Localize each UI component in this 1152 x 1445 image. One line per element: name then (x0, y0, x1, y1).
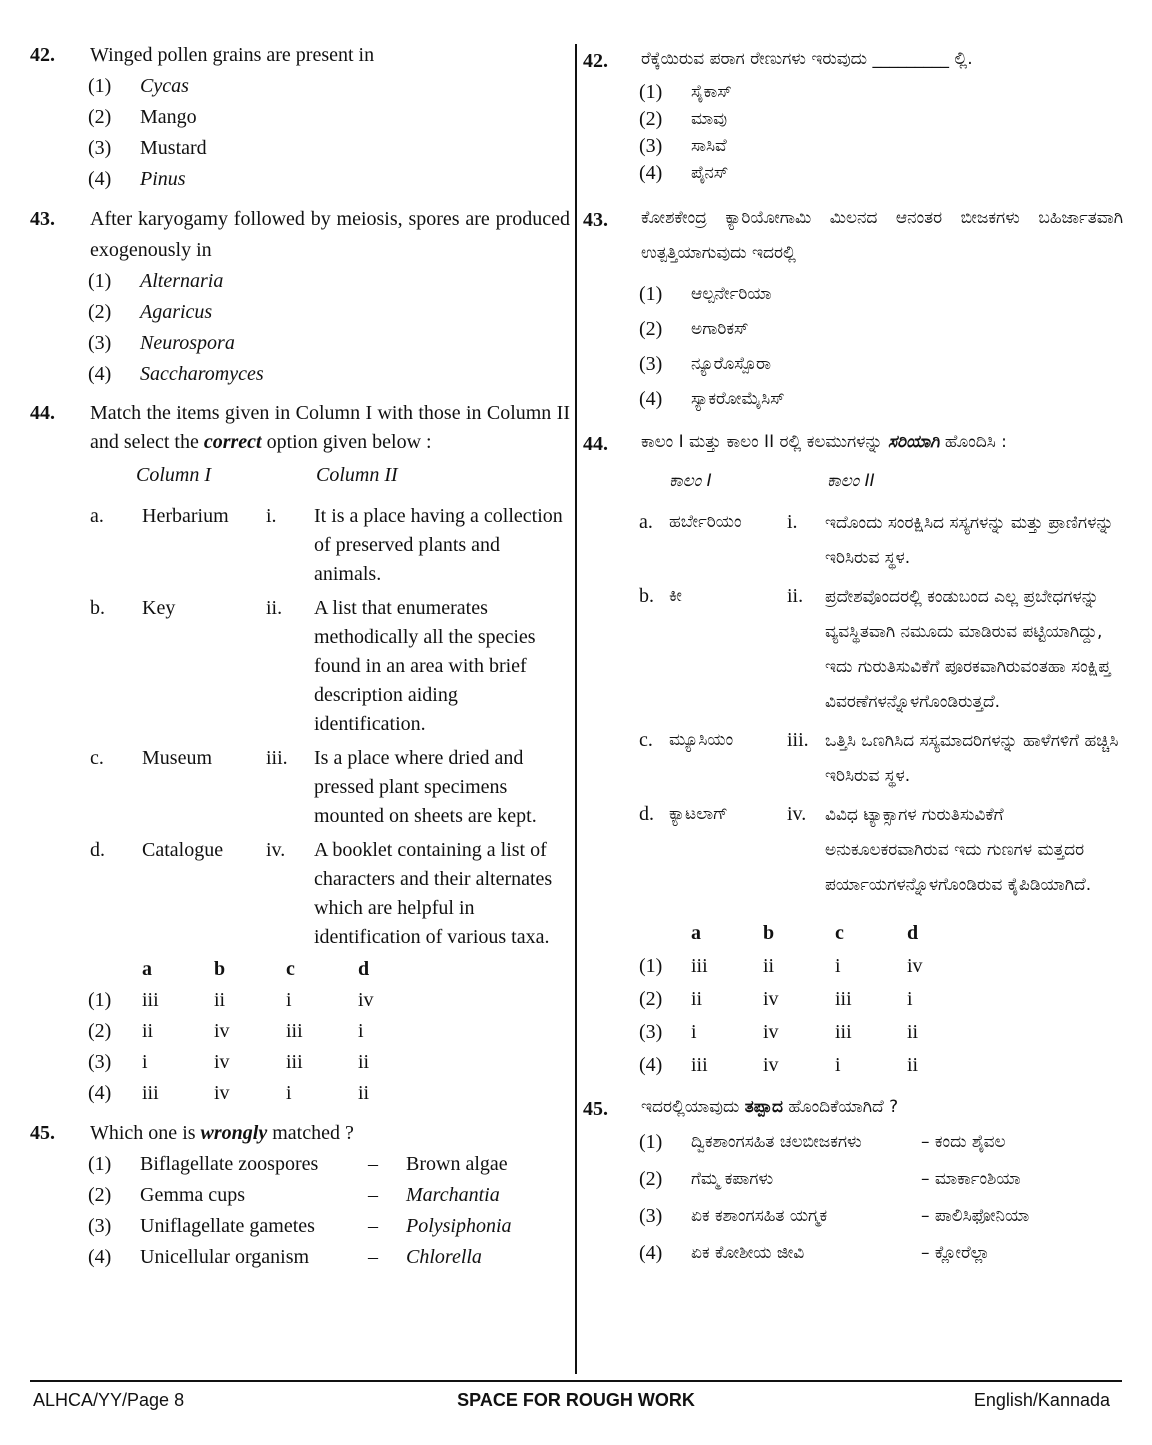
answer-grid-header (142, 954, 570, 985)
question-44-kn (583, 426, 1123, 1082)
emphasis-text: wrongly (200, 1122, 268, 1144)
question-text (641, 426, 1123, 459)
option-number: (4) (639, 162, 663, 184)
option (88, 71, 570, 102)
grid-header-a: a (691, 922, 701, 944)
question-text: After karyogamy followed by meiosis, spores are produced exogenously in (90, 208, 570, 261)
grid-cell: iv (214, 1082, 230, 1104)
grid-cell: ii (907, 1054, 919, 1076)
option-text: Mango (140, 106, 197, 128)
question-43-kn (583, 201, 1123, 417)
match-row (639, 580, 1123, 720)
option-number: (1) (88, 75, 112, 97)
grid-cell: iv (763, 1054, 779, 1076)
option-text: ಸ್ಯಾಕರೋಮೈಸಿಸ್ (691, 389, 785, 409)
grid-option-number: (2) (88, 1020, 112, 1042)
grid-cell: ii (358, 1082, 370, 1104)
option (639, 312, 1123, 347)
row-letter: d. (639, 803, 654, 825)
option (639, 1124, 1123, 1161)
option-text: Agaricus (140, 301, 213, 323)
match-row (90, 836, 570, 952)
grid-row (639, 1016, 1123, 1049)
question-text-part: Which one is (90, 1122, 201, 1144)
grid-header-d: d (358, 958, 370, 980)
pair-right: – ಮಾರ್ಕಾಂಶಿಯಾ (921, 1169, 1021, 1189)
grid-cell: i (835, 1054, 841, 1076)
grid-cell: iii (835, 1021, 852, 1043)
option (639, 106, 1123, 133)
grid-cell: iii (286, 1020, 303, 1042)
question-42-kn (583, 46, 1123, 187)
option-number: (2) (639, 1168, 663, 1190)
option (88, 133, 570, 164)
option-text: ಸೈಕಾಸ್ (691, 82, 732, 102)
row-item: Key (142, 597, 176, 619)
row-item: ಮ್ಯೂಸಿಯಂ (669, 730, 734, 750)
row-numeral: ii. (787, 585, 804, 607)
option-text: Cycas (140, 75, 189, 97)
question-number: 45. (583, 1098, 608, 1120)
match-row (639, 506, 1123, 576)
grid-header-a: a (142, 958, 152, 980)
footer-page-code: ALHCA/YY/Page 8 (33, 1390, 185, 1410)
grid-row (88, 1016, 570, 1047)
english-column (30, 40, 570, 1282)
option-text: ಪೈನಸ್ (691, 163, 729, 183)
grid-header-c: c (835, 922, 844, 944)
pair-left: ಏಕ ಕಶಾಂಗಸಹಿತ ಯಗ್ಮಕ (691, 1206, 828, 1226)
question-44-en (30, 399, 570, 1109)
row-item: Herbarium (142, 505, 229, 527)
option (639, 1198, 1123, 1235)
pair-dash: – (368, 1184, 378, 1206)
grid-cell: iv (763, 1021, 779, 1043)
row-numeral: i. (266, 505, 277, 527)
grid-option-number: (4) (88, 1082, 112, 1104)
footer-rule (30, 1380, 1122, 1382)
grid-cell: iv (358, 989, 374, 1011)
option-number: (1) (88, 1153, 112, 1175)
grid-option-number: (1) (639, 955, 663, 977)
row-letter: c. (90, 747, 104, 769)
match-row (90, 502, 570, 589)
pair-dash: – (368, 1246, 378, 1268)
option-number: (1) (639, 1131, 663, 1153)
pair-left: Unicellular organism (140, 1246, 310, 1268)
question-number: 44. (583, 433, 608, 455)
grid-cell: iii (286, 1051, 303, 1073)
pair-right: – ಪಾಲಿಸಿಫೋನಿಯಾ (921, 1206, 1030, 1226)
option-number: (2) (639, 318, 663, 340)
match-row (639, 724, 1123, 794)
row-item: ಕ್ಯಾಟಲಾಗ್ (669, 804, 728, 824)
option-text: Pinus (140, 168, 186, 190)
match-row (90, 594, 570, 739)
column-1-header: Column I (136, 464, 211, 486)
grid-option-number: (2) (639, 988, 663, 1010)
grid-cell: i (358, 1020, 364, 1042)
option-text: Mustard (140, 137, 207, 159)
question-number: 42. (583, 50, 608, 72)
grid-row (88, 985, 570, 1016)
row-description: It is a place having a collection of preserved plants and animals. (314, 505, 563, 585)
grid-cell: iii (835, 988, 852, 1010)
question-43-en (30, 204, 570, 390)
pair-left: ಗೆಮ್ಮ ಕಪಾಗಳು (691, 1169, 774, 1189)
grid-cell: ii (142, 1020, 154, 1042)
option-number: (4) (88, 1246, 112, 1268)
grid-cell: iv (907, 955, 923, 977)
option-number: (2) (88, 301, 112, 323)
column-headers (136, 461, 570, 490)
option-number: (1) (88, 270, 112, 292)
option-number: (3) (88, 332, 112, 354)
question-number: 45. (30, 1122, 55, 1144)
row-item: ಕೀ (669, 586, 682, 606)
question-text-part: matched ? (267, 1122, 354, 1144)
row-description: ಒತ್ತಿಸಿ ಒಣಗಿಸಿದ ಸಸ್ಯಮಾದರಿಗಳನ್ನು ಹಾಳೆಗಳಿಗೆ ಹಚ್ಚಿಸಿ ಇರಿಸಿರುವ ಸ್ಥಳ. (825, 731, 1119, 786)
question-number: 44. (30, 402, 55, 424)
option-number: (4) (88, 363, 112, 385)
option-number: (2) (639, 108, 663, 130)
pair-right: Brown algae (406, 1153, 508, 1175)
row-numeral: iii. (787, 729, 809, 751)
option-number: (3) (639, 353, 663, 375)
option (88, 1149, 570, 1180)
option-number: (3) (88, 137, 112, 159)
option (639, 277, 1123, 312)
emphasis-text: correct (203, 431, 262, 453)
option-text: ನ್ಯೂರೊಸ್ಪೊರಾ (691, 354, 772, 374)
option (639, 79, 1123, 106)
row-description: ವಿವಿಧ ಟ್ಯಾಕ್ಸಾಗಳ ಗುರುತಿಸುವಿಕೆಗೆ ಅನುಕೂಲಕರವಾಗಿರುವ ಇದು ಗುಣಗಳ ಮತ್ತದರ ಪರ್ಯಾಯಗಳನ್ನೊಳಗೊಂಡಿರುವ ಕೈಪಿಡಿಯಾಗಿದೆ. (825, 805, 1092, 895)
option-number: (1) (639, 283, 663, 305)
option (639, 133, 1123, 160)
grid-cell: i (835, 955, 841, 977)
kannada-column (583, 40, 1123, 1281)
option (88, 1180, 570, 1211)
grid-row (639, 983, 1123, 1016)
grid-option-number: (3) (88, 1051, 112, 1073)
option (88, 328, 570, 359)
question-text: ರೆಕ್ಕೆಯಿರುವ ಪರಾಗ ರೇಣುಗಳು ಇರುವುದು _________ ಲ್ಲಿ. (641, 49, 973, 69)
pair-right: – ಕಂದು ಶೈವಲ (921, 1132, 1006, 1152)
grid-cell: ii (763, 955, 775, 977)
option (88, 164, 570, 195)
question-45-kn (583, 1091, 1123, 1272)
question-text-part: ಕಾಲಂ I ಮತ್ತು ಕಾಲಂ II ರಲ್ಲಿ ಕಲಮುಗಳನ್ನು (641, 432, 888, 452)
question-text: ಕೋಶಕೇಂದ್ರ ಕ್ಯಾರಿಯೋಗಾಮಿ ಮಿಲನದ ಆನಂತರ ಬೀಜಕಗಳು ಬಹಿರ್ಜಾತವಾಗಿ ಉತ್ಪತ್ತಿಯಾಗುವುದು ಇದರಲ್ಲಿ (641, 208, 1123, 263)
option-number: (4) (639, 1242, 663, 1264)
footer-language: English/Kannada (973, 1390, 1110, 1410)
grid-cell: iv (214, 1020, 230, 1042)
grid-row (88, 1078, 570, 1109)
row-letter: b. (639, 585, 654, 607)
question-text-part: ಹೊಂದಿಕೆಯಾಗಿದೆ ? (782, 1097, 899, 1117)
emphasis-text: ಸರಿಯಾಗಿ (887, 432, 940, 452)
row-letter: d. (90, 839, 105, 861)
row-item: Catalogue (142, 839, 224, 861)
option-number: (3) (88, 1215, 112, 1237)
pair-right: Chlorella (406, 1246, 482, 1268)
option (639, 347, 1123, 382)
column-divider (575, 44, 577, 1374)
column-2-header: ಕಾಲಂ II (827, 471, 875, 491)
option-number: (2) (88, 1184, 112, 1206)
row-letter: b. (90, 597, 105, 619)
match-row (90, 744, 570, 831)
question-text-part: option given below : (261, 431, 432, 453)
pair-right: Marchantia (406, 1184, 500, 1206)
option (639, 382, 1123, 417)
option (88, 1211, 570, 1242)
option (88, 297, 570, 328)
answer-grid-header (691, 917, 1123, 950)
option-text: ಸಾಸಿವೆ (691, 136, 727, 156)
column-headers (669, 465, 1123, 498)
grid-header-b: b (763, 922, 775, 944)
row-description: Is a place where dried and pressed plant specimens mounted on sheets are kept. (314, 747, 537, 827)
row-description: A booklet containing a list of characters and their alternates which are helpful in identification of various taxa. (314, 839, 553, 948)
grid-cell: i (286, 989, 292, 1011)
row-letter: a. (90, 505, 104, 527)
grid-option-number: (1) (88, 989, 112, 1011)
row-description: A list that enumerates methodically all the species found in an area with brief description aiding identification. (314, 597, 536, 735)
grid-header-c: c (286, 958, 295, 980)
question-text-part: ಹೊಂದಿಸಿ : (939, 432, 1007, 452)
option (88, 102, 570, 133)
row-letter: c. (639, 729, 653, 751)
row-item: Museum (142, 747, 212, 769)
row-numeral: iv. (787, 803, 807, 825)
grid-row (88, 1047, 570, 1078)
answer-grid (30, 985, 570, 1109)
row-letter: a. (639, 511, 653, 533)
option (88, 266, 570, 297)
pair-right: Polysiphonia (406, 1215, 512, 1237)
option-text: Alternaria (140, 270, 224, 292)
grid-option-number: (3) (639, 1021, 663, 1043)
option-text: ಆಲ್ಪರ್ನೇರಿಯಾ (691, 284, 772, 304)
column-1-header: ಕಾಲಂ I (669, 471, 712, 491)
footer-rough-work-label: SPACE FOR ROUGH WORK (457, 1390, 695, 1410)
question-42-en (30, 40, 570, 195)
option-number: (3) (639, 135, 663, 157)
grid-header-d: d (907, 922, 919, 944)
grid-row (639, 1049, 1123, 1082)
pair-dash: – (368, 1153, 378, 1175)
grid-row (639, 950, 1123, 983)
row-numeral: iv. (266, 839, 286, 861)
grid-cell: iii (691, 1054, 708, 1076)
question-number: 42. (30, 44, 55, 66)
question-text: Winged pollen grains are present in (90, 44, 375, 66)
grid-cell: i (142, 1051, 148, 1073)
question-number: 43. (583, 209, 608, 231)
grid-cell: ii (358, 1051, 370, 1073)
option (639, 1235, 1123, 1272)
pair-left: Gemma cups (140, 1184, 245, 1206)
row-item: ಹರ್ಬೇರಿಯಂ (669, 512, 742, 532)
option (639, 160, 1123, 187)
pair-left: ಏಕ ಕೋಶೀಯ ಜೀವಿ (691, 1243, 805, 1263)
option-text: ಮಾವು (691, 109, 728, 129)
grid-cell: i (286, 1082, 292, 1104)
question-number: 43. (30, 208, 55, 230)
question-text-part: Match the items given in Column I with those in Column II and select the (90, 402, 570, 453)
pair-left: Biflagellate zoospores (140, 1153, 319, 1175)
pair-dash: – (368, 1215, 378, 1237)
grid-header-b: b (214, 958, 226, 980)
option (639, 1161, 1123, 1198)
grid-cell: iii (142, 1082, 159, 1104)
option-number: (4) (639, 388, 663, 410)
option (88, 1242, 570, 1273)
grid-option-number: (4) (639, 1054, 663, 1076)
grid-cell: i (907, 988, 913, 1010)
option-number: (3) (639, 1205, 663, 1227)
option (88, 359, 570, 390)
question-text (90, 399, 570, 457)
question-text-part: ಇದರಲ್ಲಿಯಾವುದು (641, 1097, 745, 1117)
row-numeral: ii. (266, 597, 283, 619)
question-text (641, 1091, 1123, 1124)
pair-right: – ಕ್ಲೋರೆಲ್ಲಾ (921, 1243, 990, 1263)
grid-cell: iii (142, 989, 159, 1011)
option-number: (2) (88, 106, 112, 128)
match-table (90, 502, 570, 952)
row-description: ಪ್ರದೇಶವೊಂದರಲ್ಲಿ ಕಂಡುಬಂದ ಎಲ್ಲ ಪ್ರಬೇಧಗಳನ್ನು ವ್ಯವಸ್ಥಿತವಾಗಿ ನಮೂದು ಮಾಡಿರುವ ಪಟ್ಟಿಯಾಗಿದ್ದು, ಇದು ಗುರುತಿಸುವಿಕೆಗೆ ಪೂರಕವಾಗಿರುವಂತಹಾ ಸಂಕ್ಷಿಪ್ತ ವಿವರಣೆಗಳನ್ನೊಳಗೊಂಡಿರುತ್ತದೆ. (825, 587, 1111, 712)
grid-cell: ii (214, 989, 226, 1011)
emphasis-text: ತಪ್ಪಾದ (744, 1097, 783, 1117)
grid-cell: i (691, 1021, 697, 1043)
question-45-en (30, 1118, 570, 1273)
option-number: (4) (88, 168, 112, 190)
row-numeral: iii. (266, 747, 288, 769)
grid-cell: ii (907, 1021, 919, 1043)
row-numeral: i. (787, 511, 798, 533)
grid-cell: ii (691, 988, 703, 1010)
pair-left: Uniflagellate gametes (140, 1215, 315, 1237)
option-number: (1) (639, 81, 663, 103)
column-2-header: Column II (316, 464, 398, 486)
grid-cell: iv (214, 1051, 230, 1073)
question-text (90, 1118, 570, 1149)
grid-cell: iii (691, 955, 708, 977)
option-text: Saccharomyces (140, 363, 264, 385)
row-description: ಇದೊಂದು ಸಂರಕ್ಷಿಸಿದ ಸಸ್ಯಗಳನ್ನು ಮತ್ತು ಪ್ರಾಣಿಗಳನ್ನು ಇರಿಸಿರುವ ಸ್ಥಳ. (825, 513, 1114, 568)
grid-cell: iv (763, 988, 779, 1010)
option-text: Neurospora (140, 332, 235, 354)
option-text: ಅಗಾರಿಕಸ್ (691, 319, 749, 339)
match-row (639, 798, 1123, 903)
pair-left: ದ್ವಿಕಶಾಂಗಸಹಿತ ಚಲಬೀಜಕಗಳು (691, 1132, 862, 1152)
